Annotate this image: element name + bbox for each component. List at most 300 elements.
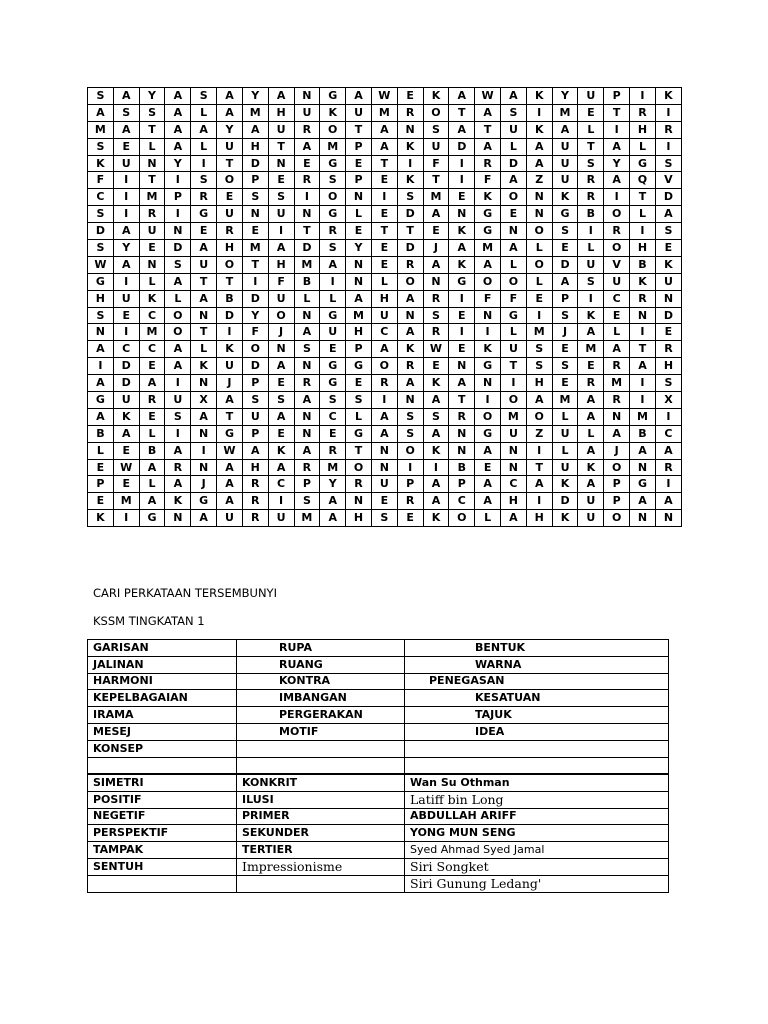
- grid-cell: Y: [217, 121, 243, 138]
- grid-cell: E: [139, 240, 165, 257]
- grid-cell: O: [165, 307, 191, 324]
- grid-cell: A: [423, 392, 449, 409]
- grid-cell: P: [604, 476, 630, 493]
- grid-cell: L: [191, 104, 217, 121]
- grid-cell: A: [475, 138, 501, 155]
- word-row: [88, 757, 669, 774]
- grid-cell: R: [604, 223, 630, 240]
- grid-cell: A: [217, 493, 243, 510]
- grid-cell: I: [655, 138, 681, 155]
- grid-cell: H: [242, 138, 268, 155]
- grid-cell: A: [449, 88, 475, 105]
- grid-cell: N: [475, 375, 501, 392]
- word-cell: [237, 740, 405, 757]
- grid-cell: M: [501, 408, 527, 425]
- grid-cell: D: [242, 155, 268, 172]
- grid-cell: A: [217, 459, 243, 476]
- grid-cell: L: [139, 138, 165, 155]
- grid-cell: R: [604, 358, 630, 375]
- grid-cell: I: [604, 189, 630, 206]
- grid-cell: A: [294, 442, 320, 459]
- grid-cell: T: [449, 392, 475, 409]
- word-row: [88, 791, 669, 808]
- grid-cell: A: [242, 121, 268, 138]
- grid-cell: K: [88, 510, 114, 527]
- word-cell: IMBANGAN: [237, 690, 405, 707]
- grid-cell: I: [630, 392, 656, 409]
- grid-cell: K: [526, 121, 552, 138]
- word-cell: SIMETRI: [88, 775, 237, 792]
- word-row: [88, 775, 669, 792]
- grid-cell: E: [139, 358, 165, 375]
- grid-cell: U: [217, 510, 243, 527]
- grid-cell: R: [475, 155, 501, 172]
- grid-cell: I: [449, 290, 475, 307]
- grid-cell: A: [371, 341, 397, 358]
- grid-cell: M: [139, 189, 165, 206]
- grid-cell: H: [268, 256, 294, 273]
- grid-cell: I: [397, 459, 423, 476]
- grid-cell: T: [630, 341, 656, 358]
- grid-row: [88, 155, 682, 172]
- grid-cell: Y: [242, 307, 268, 324]
- grid-cell: T: [191, 324, 217, 341]
- grid-cell: A: [191, 121, 217, 138]
- grid-cell: K: [423, 510, 449, 527]
- grid-cell: L: [552, 408, 578, 425]
- grid-cell: P: [242, 172, 268, 189]
- grid-cell: L: [191, 138, 217, 155]
- grid-cell: Y: [139, 88, 165, 105]
- grid-cell: U: [578, 256, 604, 273]
- grid-cell: L: [630, 206, 656, 223]
- grid-cell: P: [397, 476, 423, 493]
- grid-cell: A: [449, 375, 475, 392]
- grid-cell: E: [655, 324, 681, 341]
- grid-cell: T: [217, 155, 243, 172]
- grid-cell: J: [217, 375, 243, 392]
- grid-cell: W: [475, 88, 501, 105]
- grid-cell: S: [552, 358, 578, 375]
- word-cell: SENTUH: [88, 858, 237, 875]
- grid-cell: M: [552, 104, 578, 121]
- grid-cell: G: [320, 155, 346, 172]
- grid-cell: K: [578, 307, 604, 324]
- grid-cell: Q: [630, 172, 656, 189]
- grid-cell: I: [655, 408, 681, 425]
- grid-cell: A: [423, 425, 449, 442]
- grid-cell: C: [139, 341, 165, 358]
- grid-cell: U: [578, 493, 604, 510]
- grid-cell: H: [526, 375, 552, 392]
- grid-cell: N: [268, 155, 294, 172]
- word-cell: IRAMA: [88, 707, 237, 724]
- grid-cell: I: [165, 206, 191, 223]
- grid-cell: A: [578, 408, 604, 425]
- grid-cell: H: [346, 510, 372, 527]
- word-row: [88, 673, 669, 690]
- grid-cell: N: [242, 206, 268, 223]
- grid-cell: H: [371, 290, 397, 307]
- grid-cell: I: [526, 442, 552, 459]
- grid-cell: U: [552, 138, 578, 155]
- grid-cell: A: [526, 392, 552, 409]
- grid-cell: A: [165, 138, 191, 155]
- grid-cell: A: [449, 240, 475, 257]
- grid-cell: S: [320, 240, 346, 257]
- grid-cell: H: [217, 240, 243, 257]
- grid-cell: C: [320, 408, 346, 425]
- grid-cell: D: [113, 358, 139, 375]
- grid-cell: N: [294, 358, 320, 375]
- grid-cell: D: [552, 256, 578, 273]
- word-cell: PRIMER: [237, 808, 405, 825]
- grid-cell: G: [630, 155, 656, 172]
- word-cell: [88, 757, 237, 774]
- grid-cell: R: [397, 358, 423, 375]
- grid-cell: N: [604, 408, 630, 425]
- grid-cell: I: [397, 155, 423, 172]
- grid-cell: S: [88, 240, 114, 257]
- grid-cell: M: [526, 324, 552, 341]
- grid-cell: M: [552, 392, 578, 409]
- word-row: [88, 707, 669, 724]
- grid-cell: A: [191, 240, 217, 257]
- grid-cell: U: [371, 307, 397, 324]
- word-search-grid: [87, 87, 682, 527]
- grid-cell: S: [242, 189, 268, 206]
- grid-cell: A: [501, 510, 527, 527]
- grid-cell: P: [346, 341, 372, 358]
- grid-cell: R: [242, 493, 268, 510]
- grid-cell: G: [88, 273, 114, 290]
- grid-cell: A: [604, 341, 630, 358]
- grid-cell: J: [604, 442, 630, 459]
- grid-cell: I: [371, 189, 397, 206]
- word-cell: [237, 875, 405, 892]
- word-cell: NEGETIF: [88, 808, 237, 825]
- grid-cell: O: [604, 240, 630, 257]
- grid-cell: O: [604, 459, 630, 476]
- grid-cell: K: [552, 189, 578, 206]
- grid-cell: Y: [346, 240, 372, 257]
- grid-cell: I: [449, 172, 475, 189]
- grid-cell: B: [578, 206, 604, 223]
- grid-cell: S: [268, 392, 294, 409]
- word-cell: Siri Gunung Ledang': [405, 875, 669, 892]
- grid-cell: E: [320, 425, 346, 442]
- grid-cell: F: [423, 155, 449, 172]
- grid-cell: F: [242, 324, 268, 341]
- word-cell: ILUSI: [237, 791, 405, 808]
- grid-cell: E: [578, 104, 604, 121]
- grid-cell: E: [475, 459, 501, 476]
- grid-cell: O: [397, 273, 423, 290]
- grid-cell: U: [423, 138, 449, 155]
- grid-cell: N: [526, 189, 552, 206]
- grid-cell: L: [371, 273, 397, 290]
- grid-cell: R: [423, 290, 449, 307]
- grid-cell: T: [630, 189, 656, 206]
- grid-cell: T: [191, 273, 217, 290]
- word-cell: IDEA: [405, 723, 669, 740]
- grid-cell: A: [475, 476, 501, 493]
- grid-cell: I: [604, 121, 630, 138]
- grid-cell: E: [268, 425, 294, 442]
- grid-cell: I: [475, 392, 501, 409]
- grid-cell: I: [191, 155, 217, 172]
- grid-cell: A: [397, 290, 423, 307]
- grid-cell: L: [526, 273, 552, 290]
- grid-cell: E: [88, 493, 114, 510]
- grid-cell: D: [501, 155, 527, 172]
- word-cell: [237, 757, 405, 774]
- grid-cell: E: [449, 307, 475, 324]
- grid-cell: N: [397, 392, 423, 409]
- grid-cell: M: [294, 510, 320, 527]
- grid-cell: L: [88, 442, 114, 459]
- grid-cell: S: [655, 375, 681, 392]
- grid-row: [88, 425, 682, 442]
- grid-cell: G: [320, 206, 346, 223]
- grid-cell: S: [165, 256, 191, 273]
- grid-cell: L: [526, 240, 552, 257]
- word-cell: GARISAN: [88, 640, 237, 657]
- grid-cell: H: [268, 104, 294, 121]
- grid-cell: G: [346, 358, 372, 375]
- grid-cell: O: [449, 510, 475, 527]
- word-cell: PERSPEKTIF: [88, 825, 237, 842]
- grid-cell: A: [294, 324, 320, 341]
- grid-cell: M: [113, 493, 139, 510]
- word-row: [88, 723, 669, 740]
- grid-cell: K: [526, 88, 552, 105]
- grid-cell: G: [88, 392, 114, 409]
- grid-cell: A: [268, 459, 294, 476]
- grid-cell: M: [320, 459, 346, 476]
- grid-cell: R: [655, 121, 681, 138]
- grid-cell: A: [268, 88, 294, 105]
- grid-row: [88, 324, 682, 341]
- grid-cell: S: [655, 223, 681, 240]
- grid-cell: O: [217, 172, 243, 189]
- grid-cell: A: [475, 256, 501, 273]
- grid-cell: A: [475, 442, 501, 459]
- grid-cell: U: [552, 425, 578, 442]
- grid-cell: G: [501, 307, 527, 324]
- grid-cell: U: [113, 155, 139, 172]
- grid-cell: A: [371, 425, 397, 442]
- grid-cell: C: [501, 476, 527, 493]
- grid-cell: K: [268, 442, 294, 459]
- grid-cell: L: [501, 256, 527, 273]
- grid-cell: A: [268, 240, 294, 257]
- grid-cell: I: [242, 273, 268, 290]
- grid-cell: U: [242, 408, 268, 425]
- grid-cell: B: [139, 442, 165, 459]
- grid-cell: N: [449, 425, 475, 442]
- grid-cell: C: [449, 493, 475, 510]
- grid-cell: T: [242, 256, 268, 273]
- word-cell: KONSEP: [88, 740, 237, 757]
- grid-cell: A: [88, 341, 114, 358]
- grid-cell: C: [604, 290, 630, 307]
- grid-cell: A: [371, 138, 397, 155]
- grid-row: [88, 442, 682, 459]
- grid-cell: N: [501, 442, 527, 459]
- grid-cell: I: [294, 189, 320, 206]
- grid-cell: R: [294, 172, 320, 189]
- grid-cell: I: [449, 155, 475, 172]
- grid-cell: N: [294, 425, 320, 442]
- grid-cell: E: [268, 375, 294, 392]
- grid-cell: A: [88, 408, 114, 425]
- grid-cell: A: [526, 155, 552, 172]
- grid-cell: I: [113, 510, 139, 527]
- grid-cell: E: [371, 256, 397, 273]
- grid-cell: E: [578, 358, 604, 375]
- grid-cell: E: [449, 341, 475, 358]
- grid-cell: T: [217, 273, 243, 290]
- grid-cell: M: [630, 408, 656, 425]
- grid-cell: N: [501, 459, 527, 476]
- grid-cell: D: [655, 307, 681, 324]
- grid-cell: L: [604, 324, 630, 341]
- grid-cell: M: [578, 341, 604, 358]
- grid-cell: C: [88, 189, 114, 206]
- grid-cell: F: [268, 273, 294, 290]
- grid-row: [88, 88, 682, 105]
- grid-cell: A: [604, 172, 630, 189]
- grid-cell: E: [371, 206, 397, 223]
- grid-cell: S: [501, 104, 527, 121]
- grid-cell: A: [88, 375, 114, 392]
- word-row: [88, 740, 669, 757]
- word-cell: Latiff bin Long: [405, 791, 669, 808]
- grid-cell: R: [139, 392, 165, 409]
- grid-cell: S: [397, 189, 423, 206]
- grid-cell: E: [88, 459, 114, 476]
- grid-cell: T: [423, 172, 449, 189]
- grid-cell: R: [320, 442, 346, 459]
- grid-cell: A: [191, 510, 217, 527]
- grid-cell: L: [578, 425, 604, 442]
- grid-cell: K: [552, 476, 578, 493]
- grid-cell: M: [139, 324, 165, 341]
- grid-cell: K: [475, 341, 501, 358]
- grid-cell: R: [578, 172, 604, 189]
- grid-cell: E: [449, 189, 475, 206]
- grid-cell: A: [113, 425, 139, 442]
- grid-row: [88, 358, 682, 375]
- grid-cell: J: [423, 240, 449, 257]
- grid-cell: D: [294, 240, 320, 257]
- grid-cell: A: [578, 392, 604, 409]
- grid-cell: N: [294, 307, 320, 324]
- word-cell: [88, 875, 237, 892]
- grid-cell: K: [113, 408, 139, 425]
- grid-cell: X: [655, 392, 681, 409]
- grid-cell: R: [242, 510, 268, 527]
- grid-cell: G: [320, 358, 346, 375]
- grid-cell: C: [139, 307, 165, 324]
- grid-cell: A: [113, 121, 139, 138]
- grid-row: [88, 273, 682, 290]
- grid-cell: I: [320, 273, 346, 290]
- word-cell: KEPELBAGAIAN: [88, 690, 237, 707]
- grid-cell: T: [139, 121, 165, 138]
- grid-cell: Y: [113, 240, 139, 257]
- grid-cell: U: [268, 290, 294, 307]
- grid-cell: Y: [320, 476, 346, 493]
- grid-cell: A: [630, 493, 656, 510]
- word-cell: YONG MUN SENG: [405, 825, 669, 842]
- grid-cell: P: [552, 290, 578, 307]
- grid-cell: N: [501, 223, 527, 240]
- grid-cell: K: [139, 290, 165, 307]
- grid-cell: R: [191, 189, 217, 206]
- grid-cell: G: [191, 206, 217, 223]
- grid-cell: A: [526, 476, 552, 493]
- grid-cell: P: [604, 493, 630, 510]
- word-list-table-2: [87, 774, 669, 893]
- grid-cell: I: [501, 375, 527, 392]
- grid-cell: I: [371, 392, 397, 409]
- grid-cell: R: [630, 290, 656, 307]
- grid-cell: R: [294, 375, 320, 392]
- grid-cell: E: [242, 223, 268, 240]
- grid-cell: G: [475, 425, 501, 442]
- grid-cell: S: [423, 408, 449, 425]
- grid-cell: S: [88, 206, 114, 223]
- grid-cell: L: [346, 408, 372, 425]
- grid-cell: S: [139, 104, 165, 121]
- grid-cell: K: [655, 256, 681, 273]
- grid-cell: K: [397, 341, 423, 358]
- grid-cell: U: [165, 392, 191, 409]
- word-cell: KONKRIT: [237, 775, 405, 792]
- grid-cell: N: [165, 223, 191, 240]
- word-cell: RUANG: [237, 656, 405, 673]
- grid-cell: R: [165, 459, 191, 476]
- grid-cell: K: [88, 155, 114, 172]
- grid-cell: R: [217, 223, 243, 240]
- grid-cell: O: [242, 341, 268, 358]
- grid-cell: I: [630, 88, 656, 105]
- grid-cell: E: [604, 307, 630, 324]
- grid-row: [88, 240, 682, 257]
- grid-cell: A: [217, 476, 243, 493]
- grid-cell: K: [630, 273, 656, 290]
- grid-cell: Y: [165, 155, 191, 172]
- word-cell: PERGERAKAN: [237, 707, 405, 724]
- grid-cell: I: [113, 206, 139, 223]
- grid-cell: K: [397, 138, 423, 155]
- grid-cell: T: [346, 121, 372, 138]
- grid-cell: S: [88, 307, 114, 324]
- grid-cell: U: [217, 206, 243, 223]
- grid-cell: K: [552, 510, 578, 527]
- grid-cell: N: [397, 307, 423, 324]
- grid-cell: R: [139, 206, 165, 223]
- grid-cell: T: [294, 223, 320, 240]
- word-cell: WARNA: [405, 656, 669, 673]
- grid-cell: G: [320, 307, 346, 324]
- grid-cell: L: [630, 138, 656, 155]
- grid-cell: C: [113, 341, 139, 358]
- grid-cell: U: [113, 392, 139, 409]
- grid-cell: U: [191, 256, 217, 273]
